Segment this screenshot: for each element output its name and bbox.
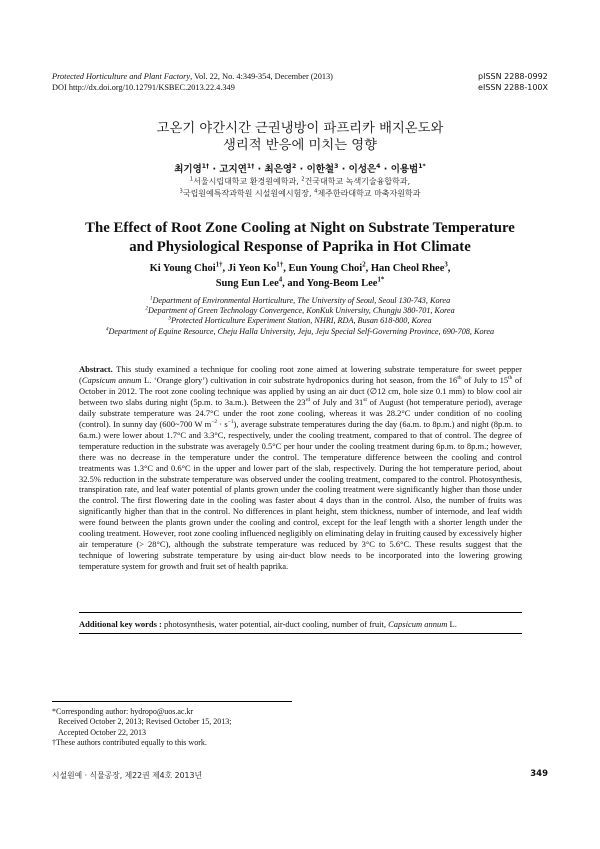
korean-title [0,120,600,154]
english-author-name: Ji Yeon Ko [227,263,277,274]
english-author-separator: , [222,263,228,274]
korean-author-separator: · [338,164,349,175]
abstract-label: Abstract. [79,364,113,374]
english-author-sup: 1* [377,276,385,284]
english-author-name: Sung Eun Lee [215,278,279,289]
english-author-sup: 1† [215,261,223,269]
korean-author-sup: 1† [246,162,255,170]
abstract-divider [79,612,522,613]
keywords-label: Additional key words : [79,619,162,629]
korean-author-sup: 2 [292,162,297,170]
korean-author-sup: 1* [418,162,426,170]
english-author-sup: 2 [362,261,366,269]
korean-author-sup: 1† [201,162,210,170]
english-affiliations [0,296,600,337]
english-title [0,219,600,257]
english-author-sup: 3 [444,261,448,269]
english-authors [0,261,600,291]
english-author-separator: , [447,263,451,274]
english-author-separator: , and [282,278,307,289]
abstract: Abstract. This study examined a technique for cooling root zone aimed at lowering substrate temperature for sweet pepper (Capsicum annum L. ‘Orange glory’) cultivation in coir substrate hydroponics during hot season, from the 16th of July to 15th of October in 2012. The root zone cooling technique was applied by using an air duct (∅12 cm, hole size 0.1 mm) to blow cool air between two slabs during night (5p.m. to 3a.m.). Between the 23rd of July and 31st of August (hot temperature period), average daily substrate temperature was 24.7°C under the root zone cooling, whereas it was 28.2°C under condition of no cooling (control). In sunny day (600~700 W $m^{-2} \cdot s^{-1}$), average substrate temperatures during the day (6a.m. to 8p.m.) and night (8p.m. to 6a.m.) were lower about 1.7°C and 3.3°C, respectively, under the cooling treatment, compared to that of control. The degree of temperature reduction in the substrate was averagely 0.5°C per hour under the cooling treatment during 6p.m. to 8p.m.; however, there was no decrease in the temperature under the control. The temperature difference between the cooling and control treatments was 1.3°C and 0.6°C in the upper and lower part of the slab, respectively. During the hot temperature period, about 32.5% reduction in the substrate temperature was observed under the cooling treatment, compared to the control. Photosynthesis, transpiration rate, and leaf water potential of plants grown under the cooling treatment were significantly higher than those under the control. The first flowering date in the cooling was faster about 4 days than in the control. Also, the number of fruits was significantly higher than that in the control. No differences in plant height, stem thickness, number of internode, and leaf width were found between the plants grown under the cooling and control, except for the leaf length with a shorter length under the cooling treatment. However, root zone cooling influenced negligibly on eliminating delay in fruiting caused by excessively higher air temperature (> 28°C), although the substrate temperature was reduced by 3°C to 5.6°C. These results suggest that the technique of lowering substrate temperature by using air-duct blow needs to be incorporated into the lowering growing temperature system for growth and fruit set of health paprika. [79,364,522,572]
english-author-name: Han Cheol Rhee [370,263,445,274]
eissn: eISSN 2288-100X [478,83,548,92]
journal-footer: 시설원예 · 식물공장, 제22권 제4호 2013년 [52,771,202,780]
korean-title-line2: 생리적 반응에 미치는 영향 [223,138,377,153]
doi-link[interactable]: DOI http://dx.doi.org/10.12791/KSBEC.2013.22.4.349 [52,83,235,92]
korean-author-name: 최기영 [174,164,202,175]
footnote-divider [52,701,292,702]
page-number: 349 [530,769,548,779]
issn-block [478,71,548,93]
english-affiliation: $^2$Department of Green Technology Convergence, KonKuk University, Chungju 380-701, Korea [145,305,455,316]
korean-author-name: 이용범 [390,164,419,175]
korean-author-sup: 4 [376,162,381,170]
journal-citation [52,71,333,93]
english-author-sup: 4 [278,276,283,284]
english-affiliation: $^4$Department of Equine Resource, Cheju Halla University, Jeju, Jeju Special Self-Governing Province, 690-708, Korea [105,325,495,336]
korean-author-separator: · [254,164,265,175]
korean-affiliation-line1: $^1$서울시립대학교 환경원예학과, $^2$건국대학교 녹색기술융합학과, [189,176,411,186]
footnotes [52,707,232,748]
keywords: Additional key words : photosynthesis, water potential, air-duct cooling, number of fruit, Capsicum annum L. [79,619,457,629]
accepted-date: Accepted October 22, 2013 [58,727,146,737]
korean-affiliation-line2: $^3$국립원예특작과학원 시설원예시험장, $^4$제주한라대학교 마축자원학과 [179,188,421,198]
korean-author-name: 최은영 [264,164,293,175]
corresponding-author: *Corresponding author: hydropo@uos.ac.kr [52,707,194,716]
korean-author-separator: · [380,164,391,175]
journal-name: Protected Horticulture and Plant Factory [52,72,191,81]
korean-title-line1: 고온기 야간시간 근권냉방이 파프리카 배지온도와 [156,121,444,136]
korean-author-separator: · [296,164,307,175]
korean-authors [0,161,600,175]
english-authors-line2 [0,276,600,291]
english-author-name: Eun Young Choi [288,263,363,274]
korean-affiliations [0,176,600,200]
korean-author-name: 이한철 [306,164,335,175]
english-author-name: Yong-Beom Lee [306,278,378,289]
korean-author-sup: 3 [334,162,339,170]
english-author-separator: , [283,263,289,274]
received-dates: Received October 2, 2013; Revised October 15, 2013; [58,717,232,727]
pissn: pISSN 2288-0992 [478,72,548,81]
english-affiliation: $^3$Protected Horticulture Experiment Station, NHRI, RDA, Busan 618-800, Korea [168,315,432,326]
english-authors-line1 [0,261,600,276]
journal-meta: , Vol. 22, No. 4:349-354, December (2013) [190,72,333,81]
english-author-separator: , [365,263,371,274]
english-author-sup: 1† [276,261,284,269]
english-affiliation: $^1$Department of Environmental Horticulture, The University of Seoul, Seoul 130-743, Korea [149,295,451,305]
korean-author-separator: · [209,164,220,175]
species-name: Capsicum annum [81,374,142,385]
korean-author-name: 고지연 [219,164,247,175]
equal-contribution: †These authors contributed equally to this work. [52,737,207,747]
english-author-name: Ki Young Choi [149,263,216,274]
english-title-line1: The Effect of Root Zone Cooling at Night on Substrate Temperature [85,220,515,236]
keywords-divider [79,633,522,634]
korean-author-name: 이성은 [348,164,377,175]
english-title-line2: and Physiological Response of Paprika in Hot Climate [129,239,471,255]
